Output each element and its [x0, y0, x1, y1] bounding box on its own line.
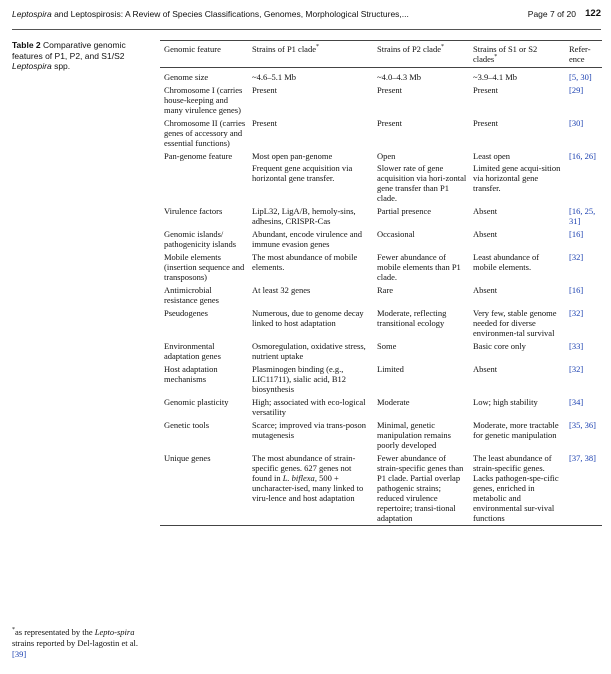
reference-link[interactable]: [32] — [569, 308, 584, 318]
reference-link[interactable]: [34] — [569, 397, 584, 407]
header-rule — [12, 29, 601, 30]
table-row: Genetic tools Scarce; improved via trans-poson mutagenesis Minimal, genetic manipulation remains poorly developed Moderate, more tractable for genetic manipulation [35, 36] — [160, 419, 602, 452]
reference-link[interactable]: [16, 25, 31] — [569, 206, 596, 226]
table-row: Pan-genome feature Most open pan-genome Open Least open [16, 26] — [160, 150, 602, 163]
caption-label: Table 2 — [12, 40, 41, 50]
col-header-feature: Genomic feature — [160, 41, 248, 68]
table-row: Frequent gene acquisition via horizontal gene transfer. Slower rate of gene acquisition via hori-zontal gene transfer than P1 clade. Limited gene acqui-sition via horizontal gene transfer. — [252, 163, 561, 203]
table-row: Environmental adaptation genes Osmoregulation, oxidative stress, nutrient uptake Some Basic core only [33] — [160, 340, 602, 363]
table-row: Genomic plasticity High; associated with eco-logical versatility Moderate Low; high stability [34] — [160, 396, 602, 419]
table-row: Genome size ~4.6–5.1 Mb ~4.0–4.3 Mb ~3.9–4.1 Mb [5, 30] — [160, 68, 602, 85]
reference-link[interactable]: [5, 30] — [569, 72, 592, 82]
table-row: Host adaptation mechanisms Plasminogen binding (e.g., LIC11711), sialic acid, B12 biosynthesis Limited Absent [32] — [160, 363, 602, 396]
caption-text-end: spp. — [51, 61, 71, 71]
running-title-rest: and Leptospirosis: A Review of Species Classifications, Genomes, Morphological Structures,... — [51, 9, 409, 19]
reference-link[interactable]: [33] — [569, 341, 584, 351]
col-header-p2: Strains of P2 clade* — [373, 41, 469, 68]
caption-text: Comparative genomic features of P1, P2, and S1/S2 — [12, 40, 126, 61]
running-title — [12, 9, 409, 19]
page-label: Page 7 of 20 — [527, 9, 576, 19]
reference-link[interactable]: [32] — [569, 252, 584, 262]
footnote-mark: * — [12, 627, 15, 634]
caption-italic: Leptospira — [12, 61, 52, 71]
reference-link[interactable]: [29] — [569, 85, 584, 95]
running-header — [12, 9, 601, 23]
reference-link[interactable]: [16] — [569, 285, 584, 295]
col-header-s: Strains of S1 or S2 clades* — [469, 41, 565, 68]
table-row: Unique genes The most abundance of strain-specific genes. 627 genes not found in L. biflexa, 500 + uncharacter-ised, many linked to viru-lence and host adaptation Fewer abundance of strain-specific genes than P1 clade. Partial overlap pathogenic strains; reduced virulence repertoire; transi-tional adaptation The least abundance of strain-specific genes. Lacks pathogen-spe-cific genes, enriched in metabolic and environmental sur-vival functions [37, 38] — [160, 452, 602, 526]
reference-link[interactable]: [16] — [569, 229, 584, 239]
table-row: Virulence factors LipL32, LigA/B, hemoly-sins, adhesins, CRISPR-Cas Partial presence Absent [16, 25, 31] — [160, 205, 602, 228]
table-row: Mobile elements (insertion sequence and transposons) The most abundance of mobile elements. Fewer abundance of mobile elements than P1 clade. Least abundance of mobile elements. [32] — [160, 251, 602, 284]
col-header-p1: Strains of P1 clade* — [248, 41, 373, 68]
footnote-reference-link[interactable]: [39] — [12, 649, 27, 659]
running-title-italic: Leptospira — [12, 9, 52, 19]
table-row: Antimicrobial resistance genes At least 32 genes Rare Absent [16] — [160, 284, 602, 307]
reference-link[interactable]: [35, 36] — [569, 420, 596, 430]
page-number: 122 — [585, 8, 601, 19]
table-row: Pseudogenes Numerous, due to genome decay linked to host adaptation Moderate, reflecting transitional ecology Very few, stable genome needed for diverse environmen-tal survival [32] — [160, 307, 602, 340]
reference-link[interactable]: [32] — [569, 364, 584, 374]
table-row: Genomic islands/ pathogenicity islands Abundant, encode virulence and immune evasion genes Occasional Absent [16] — [160, 228, 602, 251]
reference-link[interactable]: [30] — [569, 118, 584, 128]
reference-link[interactable]: [16, 26] — [569, 151, 596, 161]
table-footnote: *as representated by the Lepto-spira strains reported by Del-lagostin et al. [39] — [12, 627, 139, 659]
table-caption — [12, 40, 150, 72]
col-header-reference: Refer-ence — [565, 41, 602, 68]
table-row: Chromosome I (carries house-keeping and many virulence genes) Present Present Present [29] — [160, 84, 602, 117]
reference-link[interactable]: [37, 38] — [565, 452, 602, 526]
table-header-row — [160, 41, 602, 68]
genomic-features-table — [160, 40, 602, 526]
table-row: Chromosome II (carries genes of accessory and essential functions) Present Present Present [30] — [160, 117, 602, 150]
